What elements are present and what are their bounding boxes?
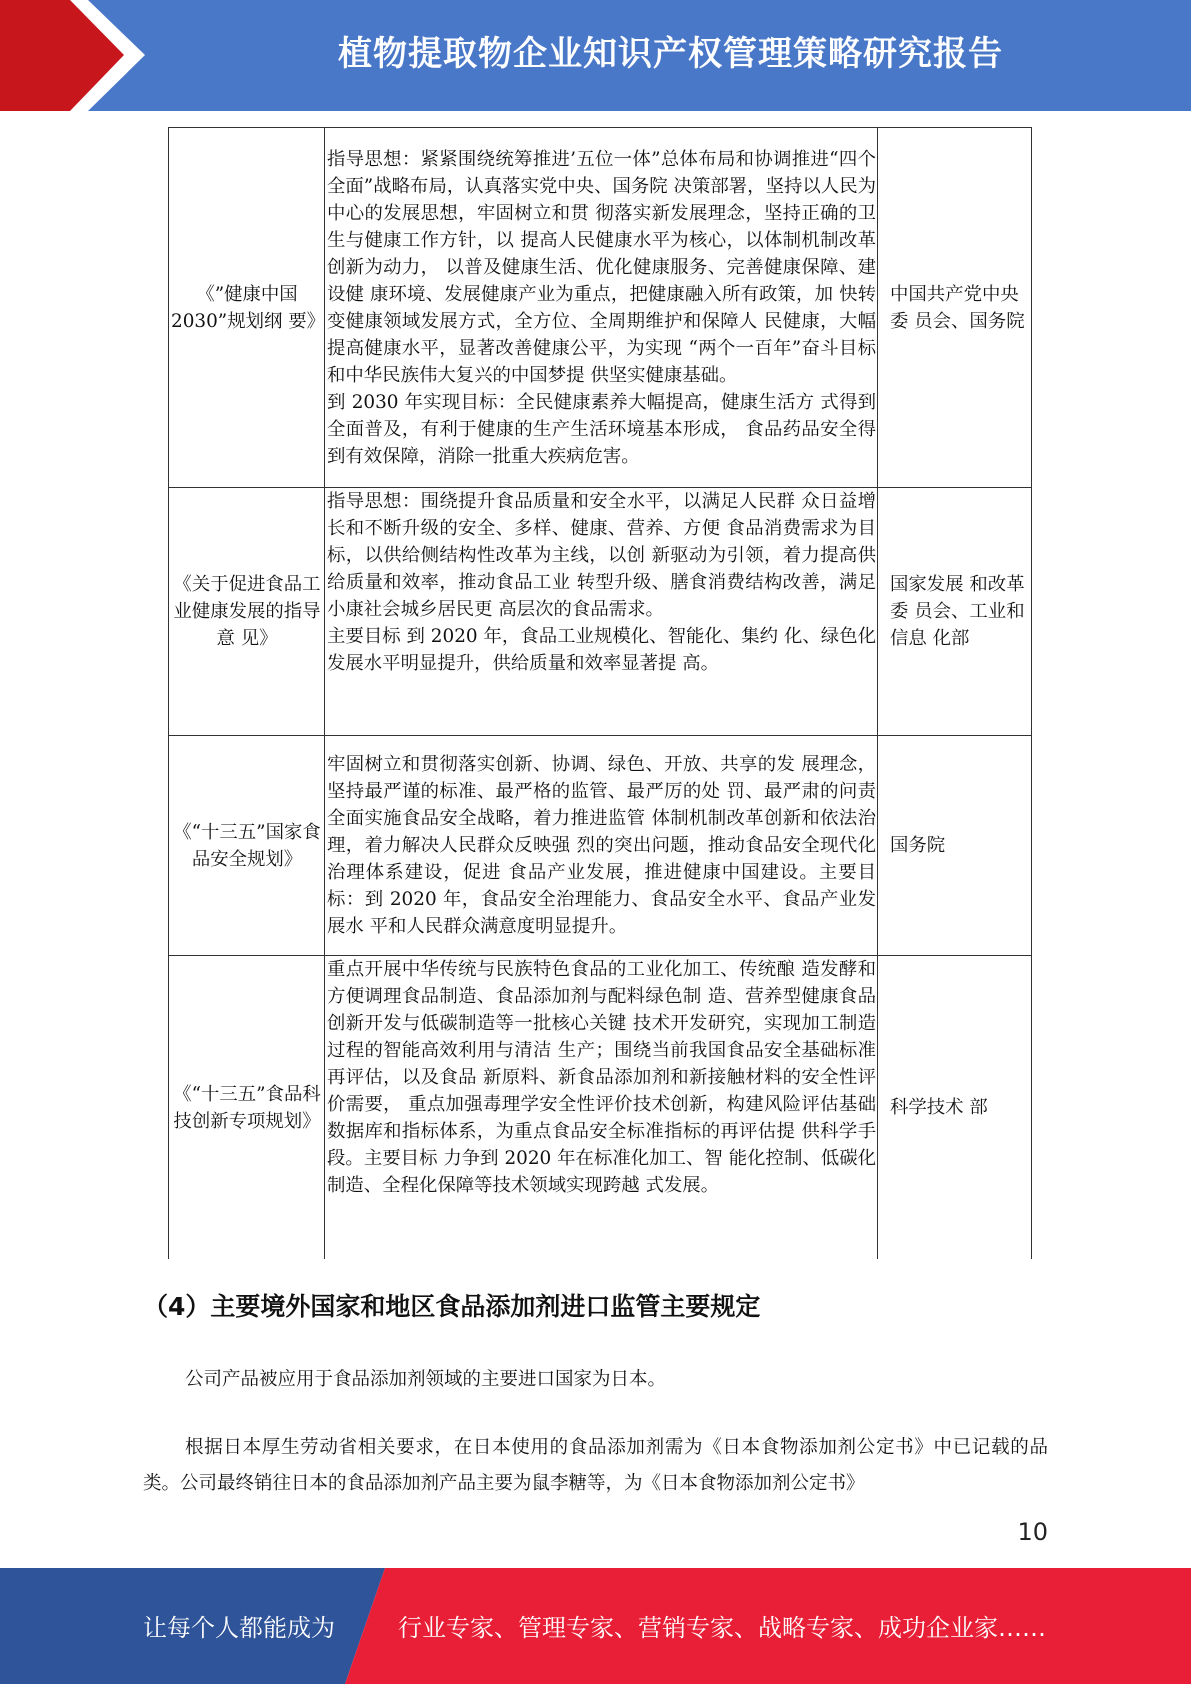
body-paragraph: 公司产品被应用于食品添加剂领域的主要进口国家为日本。 (185, 1369, 667, 1390)
table-row (169, 128, 1032, 488)
policy-name: 《”健康中国 2030”规划纲 要》 (169, 128, 325, 488)
table-row (169, 488, 1032, 736)
header-banner (0, 0, 1191, 111)
policy-goal: 主要目标 到 2020 年，食品工业规模化、智能化、集约 化、绿色化发展水平明显提升，供给质量和效率显著提 高。 (327, 626, 876, 674)
policy-guideline: 指导思想：紧紧围绕统筹推进’五位一体”总体布局和协调推进“四个全面”战略布局，认真落实党中央、国务院 决策部署，坚持以人民为中心的发展思想，牢固树立和贯 彻落实新发展理念，坚持正确的卫生与健康工作方针，以 提高人民健康水平为核心，以体制机制改革创新为动力， 以普及健康生活、优化健康服务、完善健康保障、建设健 康环境、发展健康产业为重点，把健康融入所有政策，加 快转变健康领域发展方式，全方位、全周期维护和保障人 民健康，大幅提高健康水平，显著改善健康公平，为实现 “两个一百年”奋斗目标和中华民族伟大复兴的中国梦提 供坚实健康基础。 (327, 148, 876, 386)
policy-content: 牢固树立和贯彻落实创新、协调、绿色、开放、共享的发 展理念，坚持最严谨的标准、最严格的监管、最严厉的处 罚、最严肃的问责全面实施食品安全战略，着力推进监管 体制机制改革创新和依法治理，着力解决人民群众反映强 烈的突出问题，推动食品安全现代化治理体系建设，促进 食品产业发展，推进健康中国建设。主要目标：到 2020 年，食品安全治理能力、食品安全水平、食品产业发展水 平和人民群众满意度明显提升。 (325, 736, 878, 956)
policy-issuer: 国家发展 和改革委 员会、工业和信息 化部 (878, 488, 1032, 736)
footer-slogan-left: 让每个人都能成为 (143, 1614, 335, 1642)
footer-banner (0, 1568, 1191, 1684)
policy-name: 《“十三五”国家食品安全规划》 (169, 736, 325, 956)
section-heading: （4）主要境外国家和地区食品添加剂进口监管主要规定 (143, 1292, 761, 1321)
table-row (169, 736, 1032, 956)
table-row (169, 956, 1032, 1260)
policy-name: 《“十三五”食品科技创新专项规划》 (169, 956, 325, 1260)
page-number: 10 (1017, 1518, 1048, 1546)
body-paragraph: 根据日本厚生劳动省相关要求，在日本使用的食品添加剂需为《日本食物添加剂公定书》中已记载的品类。公司最终销往日本的食品添加剂产品主要为鼠李糖等，为《日本食物添加剂公定书》 (143, 1437, 1048, 1494)
policy-guideline: 指导思想：围绕提升食品质量和安全水平，以满足人民群 众日益增长和不断升级的安全、多样、健康、营养、方便 食品消费需求为目标，以供给侧结构性改革为主线，以创 新驱动为引领，着力提高供给质量和效率，推动食品工业 转型升级、膳食消费结构改善，满足小康社会城乡居民更 高层次的食品需求。 (327, 491, 876, 620)
header-chevron-icon (0, 0, 150, 111)
policy-issuer: 国务院 (878, 736, 1032, 956)
policy-content (325, 128, 878, 488)
report-title: 植物提取物企业知识产权管理策略研究报告 (338, 34, 1003, 74)
policy-content: 重点开展中华传统与民族特色食品的工业化加工、传统酿 造发酵和方便调理食品制造、食品添加剂与配料绿色制 造、营养型健康食品创新开发与低碳制造等一批核心关键 技术开发研究，实现加工制造过程的智能高效利用与清洁 生产；围绕当前我国食品安全基础标准再评估，以及食品 新原料、新食品添加剂和新接触材料的安全性评价需要， 重点加强毒理学安全性评价技术创新，构建风险评估基础 数据库和指标体系，为重点食品安全标准指标的再评估提 供科学手段。主要目标 力争到 2020 年在标准化加工、智 能化控制、低碳化制造、全程化保障等技术领域实现跨越 式发展。 (325, 956, 878, 1260)
policy-content (325, 488, 878, 736)
policy-issuer: 科学技术 部 (878, 956, 1032, 1260)
policy-issuer: 中国共产党中央委 员会、国务院 (878, 128, 1032, 488)
policy-table (168, 127, 1032, 1259)
policy-name: 《关于促进食品工业健康发展的指导意 见》 (169, 488, 325, 736)
policy-goal: 到 2030 年实现目标：全民健康素养大幅提高，健康生活方 式得到全面普及，有利于健康的生产生活环境基本形成， 食品药品安全得到有效保障，消除一批重大疾病危害。 (327, 391, 876, 467)
footer-slogan-right: 行业专家、管理专家、营销专家、战略专家、成功企业家…… (398, 1614, 1046, 1642)
